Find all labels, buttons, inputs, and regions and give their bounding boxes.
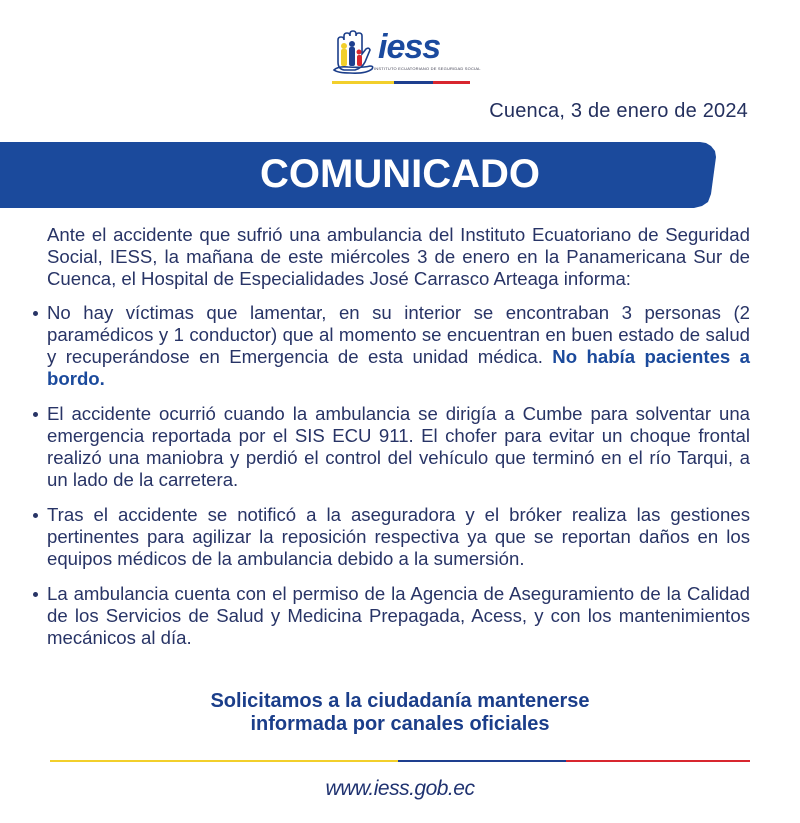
bullet-icon (33, 592, 38, 597)
bullet-text: No hay víctimas que lamentar, en su interior se encontraban 3 personas (2 paramédicos y 1 conductor) que al momento se encuentran en buen estado de salud y recuperándose en Emergencia de esta unidad médica. No había pacientes a bordo. (47, 302, 750, 389)
closing-message (0, 690, 800, 736)
bullet-text: Tras el accidente se notificó a la aseguradora y el bróker realiza las gestiones pertinentes para agilizar la reposición respectiva ya que se reportan daños en los equipos médicos de la ambulancia debido a la sumersión. (47, 504, 750, 569)
list-item (47, 504, 750, 570)
list-item (47, 583, 750, 649)
logo-subtitle: INSTITUTO ECUATORIANO DE SEGURIDAD SOCIAL (374, 66, 481, 71)
bullet-text: El accidente ocurrió cuando la ambulancia se dirigía a Cumbe para solventar una emergencia reportada por el SIS ECU 911. El chofer para evitar un choque frontal realizó una maniobra y perdió el control del vehículo que terminó en el río Tarqui, a un lado de la carretera. (47, 403, 750, 490)
logo-tricolor-stripe (332, 81, 470, 84)
iess-logo (330, 26, 481, 88)
logo-wordmark: iess (378, 28, 441, 66)
list-item (47, 403, 750, 491)
bullet-text: La ambulancia cuenta con el permiso de la Agencia de Aseguramiento de la Calidad de los Servicios de Salud y Medicina Prepagada, Acess, y con los mantenimientos mecánicos al día. (47, 583, 750, 648)
document-date: Cuenca, 3 de enero de 2024 (489, 100, 748, 122)
list-item (47, 302, 750, 390)
intro-paragraph: Ante el accidente que sufrió una ambulancia del Instituto Ecuatoriano de Seguridad Social, IESS, la mañana de este miércoles 3 de enero en la Panamericana Sur de Cuenca, el Hospital de Especialidades José Carrasco Arteaga informa: (47, 224, 750, 289)
page-title: COMUNICADO (260, 152, 540, 196)
hand-family-icon (330, 26, 376, 78)
highlight-no-patients: No había pacientes a bordo. (47, 346, 750, 389)
closing-line-2: informada por canales oficiales (250, 713, 550, 735)
bullet-icon (33, 412, 38, 417)
closing-line-1: Solicitamos a la ciudadanía mantenerse (210, 690, 590, 712)
bullet-icon (33, 311, 38, 316)
footer-tricolor-divider (50, 760, 750, 762)
website-link[interactable]: www.iess.gob.ec (325, 777, 475, 800)
bullet-icon (33, 513, 38, 518)
communique-body (47, 224, 750, 662)
